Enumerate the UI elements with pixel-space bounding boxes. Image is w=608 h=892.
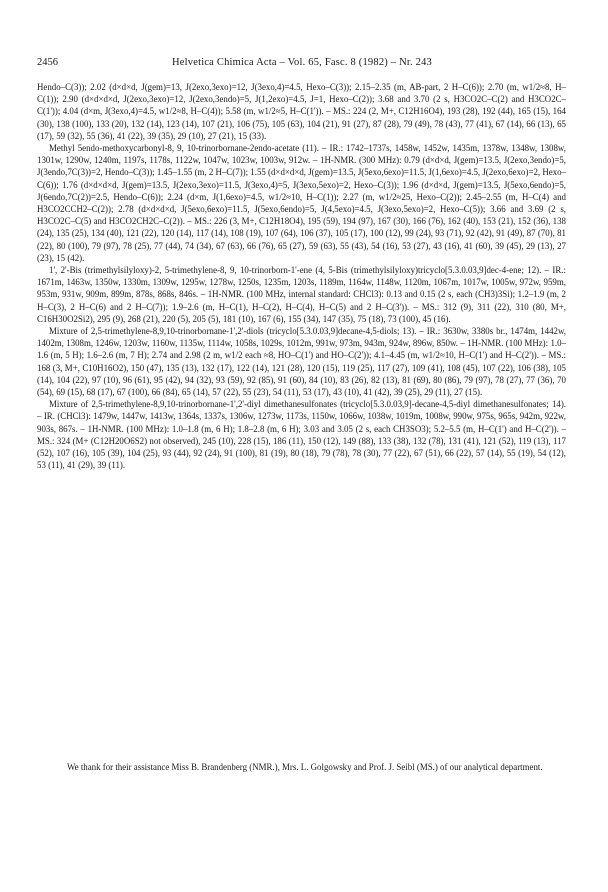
acknowledgement bbox=[37, 761, 566, 773]
acknowledgement-text: We thank for their assistance Miss B. Brandenberg (NMR.), Mrs. L. Golgowsky and Prof. J. Seibl (MS.) of our analytical department. bbox=[67, 762, 543, 772]
paragraph-compound-13: Mixture of 2,5-trimethylene-8,9,10-trinorbornane-1',2'-diols (tricyclo[5.3.0.03,9]decane-4,5-diols; 13). – IR.: 3630w, 3380s br., 1474m, 1442w, 1402m, 1308m, 1246w, 1203w, 1160w, 1135w, 1114w, 1058s, 1029s, 1012m, 991w, 973m, 943m, 924w, 896w, 850w. – 1H-NMR. (100 MHz): 1.0–1.6 (m, 5 H); 1.6–2.6 (m, 7 H); 2.74 and 2.98 (2 m, w1/2 each ≈8, HO–C(1') and HO–C(2')); 4.1–4.45 (m, w1/2≈10, H–C(1') and H–C(2')). – MS.: 168 (3, M+, C10H16O2), 150 (47), 135 (13), 132 (17), 122 (14), 121 (28), 120 (15), 119 (25), 117 (27), 109 (41), 108 (45), 107 (22), 106 (38), 105 (14), 104 (22), 97 (10), 96 (61), 95 (42), 94 (32), 93 (59), 92 (85), 91 (60), 84 (10), 83 (26), 82 (13), 81 (69), 80 (86), 79 (97), 78 (27), 77 (36), 70 (54), 69 (15), 68 (17), 67 (100), 66 (84), 65 (14), 57 (22), 55 (23), 54 (11), 53 (17), 43 (10), 41 (42), 39 (25), 29 (11), 27 (15). bbox=[37, 326, 566, 398]
paragraph-compound-14: Mixture of 2,5-trimethylene-8,9,10-trinorbornane-1',2'-diyl dimethanesulfonates (tricyclo[5.3.0.03,9]-decane-4,5-diyl dimethanesulfonates; 14). – IR. (CHCl3): 1479w, 1447w, 1413w, 1364s, 1337s, 1306w, 1273w, 1173s, 1150w, 1066w, 1038w, 1019m, 1008w, 990w, 975s, 965s, 942m, 922w, 903s, 867s. – 1H-NMR. (100 MHz): 1.0–1.8 (m, 6 H); 1.8–2.8 (m, 6 H); 3.03 and 3.05 (2 s, each CH3SO3); 5.2–5.5 (m, H–C(1') and H–C(2')). – MS.: 324 (M+ (C12H20O6S2) not observed), 245 (10), 228 (15), 186 (11), 150 (12), 149 (88), 133 (38), 132 (78), 131 (41), 121 (52), 119 (13), 117 (52), 107 (16), 105 (39), 104 (25), 93 (44), 92 (24), 91 (100), 81 (19), 80 (18), 79 (78), 78 (30), 77 (22), 67 (51), 66 (22), 57 (14), 55 (19), 54 (12), 53 (11), 41 (29), 39 (11). bbox=[37, 399, 566, 471]
experimental-text bbox=[37, 81, 566, 472]
journal-title: Helvetica Chimica Acta – Vol. 65, Fasc. 8 (1982) – Nr. 243 bbox=[172, 57, 432, 68]
paragraph-compound-12: 1', 2'-Bis (trimethylsilyloxy)-2, 5-trimethylene-8, 9, 10-trinorborn-1'-ene (4, 5-Bis (trimethylsilyloxy)tricyclo[5.3.0.03,9]dec-4-ene; 12). – IR.: 1671m, 1463w, 1350w, 1330m, 1309w, 1295w, 1278w, 1250s, 1235m, 1203s, 1189m, 1164w, 1148w, 1120m, 1067m, 1017w, 1005w, 972w, 959m, 953m, 931w, 909m, 899m, 878s, 868s, 846s. – 1H-NMR. (100 MHz, internal standard: CHCl3): 0.13 and 0.15 (2 s, each (CH3)3Si); 1.2–1.9 (m, 2 H–C(3), 2 H–C(6) and 2 H–C(7)); 1.9–2.6 (m, H–C(1), H–C(2), H–C(4), H–C(5) and 2 H–C(3')). – MS.: 312 (9), 311 (22), 310 (80, M+, C16H30O2Si2), 295 (9), 268 (21), 220 (5), 205 (5), 181 (10), 167 (6), 155 (34), 147 (35), 75 (18), 73 (100), 45 (16). bbox=[37, 265, 566, 324]
paragraph-compound-11: Methyl 5endo-methoxycarbonyl-8, 9, 10-trinorbornane-2endo-acetate (11). – IR.: 1742–1737s, 1458w, 1452w, 1435m, 1378w, 1348w, 1308w, 1301w, 1290w, 1240m, 1197s, 1178s, 1122w, 1047w, 1023w, 1003w, 912w. – 1H-NMR. (300 MHz): 0.79 (d×d×d, J(gem)=13.5, J(2exo,3endo)=5, J(3endo,7C(3))=2, Hendo–C(3)); 1.45–1.55 (m, 2 H–C(7)); 1.55 (d×d×d×d, J(gem)=13.5, J(5exo,6exo)=11.5, J(1,6exo)=4.5, J(2exo,6exo)=2, Hexo–C(6)); 1.76 (d×d×d×d, J(gem)=13.5, J(2exo,3exo)=11.5, J(3exo,4)=5, J(3exo,5exo)=2, Hexo–C(3)); 1.96 (d×d×d, J(gem)=13.5, J(5exo,6endo)=5, J(6endo,7C(2))=2.5, Hendo–C(6)); 2.24 (d×m, J(1,6exo)=4.5, w1/2≈10, H–C(1)); 2.27 (m, w1/2≈25, Hexo–C(2)); 2.45–2.55 (m, H–C(4) and H3CO2CCH2–C(2)); 2.78 (d×d×d×d, J(5exo,6exo)=11.5, J(5exo,6endo)=5, J(4,5exo)=4.5, J(3exo,5exo)=2, Hexo–C(5)); 3.66 and 3.69 (2 s, H3CO2C–C(5) and H3CO2CH2C–C(2)). – MS.: 226 (3, M+, C12H18O4), 195 (59), 194 (97), 167 (30), 166 (76), 162 (40), 153 (21), 152 (36), 138 (24), 135 (25), 134 (40), 121 (22), 120 (14), 117 (14), 108 (19), 107 (64), 106 (37), 105 (17), 100 (12), 99 (24), 93 (71), 92 (42), 91 (49), 87 (70), 81 (22), 80 (100), 79 (97), 78 (25), 77 (44), 74 (34), 67 (63), 66 (76), 65 (27), 59 (63), 55 (43), 54 (16), 53 (27), 43 (16), 41 (60), 39 (45), 29 (13), 27 (23), 15 (42). bbox=[37, 143, 566, 263]
paragraph-continuation: Hendo–C(3)); 2.02 (d×d×d, J(gem)=13, J(2exo,3exo)=12, J(3exo,4)=4.5, Hexo–C(3)); 2.15–2.35 (m, AB-part, 2 H–C(6)); 2.70 (m, w1/2≈8, H–C(1)); 2.90 (d×d×d×d, J(2exo,3exo)=12, J(2exo,3endo)=5, J(1,2exo)=4.5, J=1, Hexo–C(2)); 3.68 and 3.70 (2 s, H3CO2C–C(2) and H3CO2C–C(1')); 4.04 (d×m, J(3exo,4)=4.5, w1/2≈8, H–C(4)); 5.58 (m, w1/2≈5, H–C(1')). – MS.: 224 (2, M+, C12H16O4), 193 (28), 192 (44), 165 (15), 164 (30), 138 (100), 133 (20), 132 (14), 123 (14), 107 (21), 106 (75), 105 (63), 104 (21), 91 (27), 87 (28), 79 (49), 78 (43), 77 (41), 67 (14), 66 (13), 65 (17), 59 (32), 55 (36), 41 (22), 39 (35), 29 (10), 27 (21), 15 (33). bbox=[37, 82, 566, 141]
page-number: 2456 bbox=[37, 57, 58, 68]
